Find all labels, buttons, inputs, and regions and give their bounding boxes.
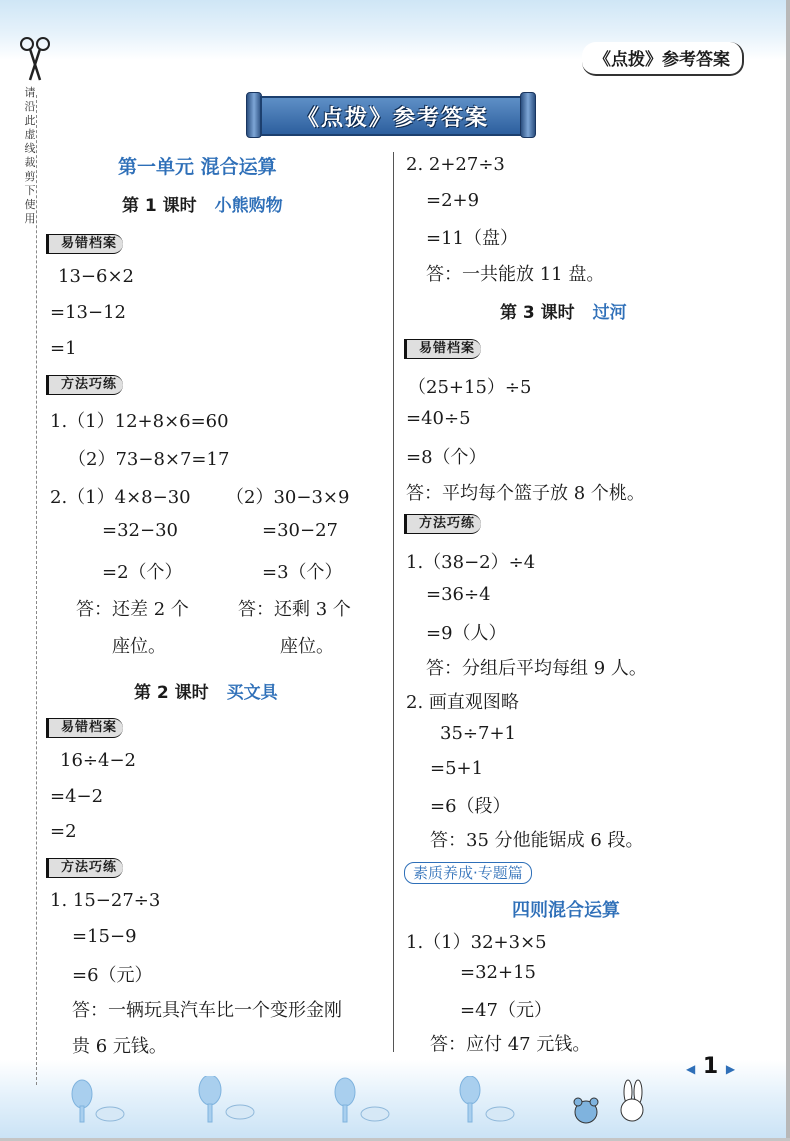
- title-banner: [246, 92, 536, 136]
- answer-line: =6（元）: [72, 965, 153, 986]
- answer-line: =6（段）: [430, 796, 511, 817]
- answer-line: 2. 画直观图略: [406, 692, 519, 713]
- answer-line: =30−27: [262, 520, 338, 541]
- answer-line: 35÷7+1: [440, 723, 516, 744]
- answer-line: 1.（1）12+8×6=60: [50, 411, 229, 432]
- answer-line: =3（个）: [262, 562, 343, 583]
- answer-line: 答：一辆玩具汽车比一个变形金刚: [72, 1000, 342, 1021]
- arrow-left-icon: ◀: [686, 1062, 696, 1076]
- answer-line: =4−2: [50, 786, 104, 807]
- answer-line: =32+15: [460, 962, 536, 983]
- special-topic-tag: 素质养成·专题篇: [404, 862, 532, 884]
- answer-line: 座位。: [280, 636, 334, 657]
- section-error-archive: 易错档案: [46, 718, 123, 738]
- answer-line: =40÷5: [406, 408, 471, 429]
- answer-line: 1.（1）32+3×5: [406, 932, 547, 953]
- arrow-right-icon: ▶: [725, 1062, 736, 1076]
- answer-line: 16÷4−2: [60, 750, 136, 771]
- answer-line: 13−6×2: [58, 266, 134, 287]
- answer-line: =2+9: [426, 190, 480, 211]
- column-divider: [393, 152, 394, 1052]
- answer-line: =2: [50, 821, 77, 842]
- answer-line: 2. 2+27÷3: [406, 154, 505, 175]
- unit-title: 第一单元 混合运算: [118, 156, 277, 178]
- cut-instruction: 请沿此虚线裁剪下使用: [24, 86, 36, 225]
- answer-line: 答：分组后平均每组 9 人。: [426, 658, 647, 679]
- edge-shadow: [786, 0, 790, 1141]
- section-method-practice: 方法巧练: [404, 514, 481, 534]
- lesson-topic: 买文具: [226, 683, 278, 703]
- answer-line: =47（元）: [460, 1000, 552, 1021]
- answer-line: 答：一共能放 11 盘。: [426, 264, 605, 285]
- answer-line: 答：还剩 3 个: [238, 599, 351, 620]
- answer-line: =13−12: [50, 302, 126, 323]
- answer-line: =36÷4: [426, 584, 491, 605]
- answer-line: 答：35 分他能锯成 6 段。: [430, 830, 644, 851]
- tree-decoration-icon: [60, 1076, 580, 1126]
- lesson-2-heading: [134, 678, 278, 703]
- lesson-3-heading: [500, 298, 627, 323]
- answer-line: =15−9: [72, 926, 137, 947]
- page-number: [686, 1054, 735, 1079]
- answer-line: 答：平均每个篮子放 8 个桃。: [406, 483, 645, 504]
- section-error-archive: 易错档案: [404, 339, 481, 359]
- answer-line: 贵 6 元钱。: [72, 1036, 167, 1057]
- banner-title: 《点拨》参考答案: [260, 96, 526, 136]
- answer-line: =11（盘）: [426, 228, 518, 249]
- lesson-label: 第 3 课时: [500, 303, 575, 323]
- cut-line: [36, 95, 37, 1085]
- lesson-label: 第 2 课时: [134, 683, 209, 703]
- answer-line: 1. 15−27÷3: [50, 890, 161, 911]
- answer-line: 1.（38−2）÷4: [406, 552, 536, 573]
- cartoon-animals-icon: [568, 1078, 648, 1130]
- lesson-1-heading: [122, 191, 283, 216]
- answer-line: 座位。: [112, 636, 166, 657]
- answer-line: =9（人）: [426, 623, 507, 644]
- special-topic-title: 四则混合运算: [512, 900, 620, 921]
- lesson-label: 第 1 课时: [122, 196, 197, 216]
- section-method-practice: 方法巧练: [46, 858, 123, 878]
- answer-line: 答：应付 47 元钱。: [430, 1034, 591, 1055]
- header-tag: 《点拨》参考答案: [582, 42, 744, 76]
- lesson-topic: 小熊购物: [214, 196, 283, 216]
- answer-line: =1: [50, 338, 77, 359]
- section-method-practice: 方法巧练: [46, 375, 123, 395]
- page-number-value: 1: [702, 1054, 719, 1079]
- scroll-right: [520, 92, 536, 138]
- scissors-icon: [18, 36, 52, 84]
- answer-line: （25+15）÷5: [408, 377, 532, 398]
- answer-line: =8（个）: [406, 447, 487, 468]
- answer-line: =32−30: [102, 520, 178, 541]
- answer-line: 2.（1）4×8−30: [50, 487, 191, 508]
- answer-line: （2）73−8×7=17: [68, 449, 230, 470]
- answer-line: 答：还差 2 个: [76, 599, 189, 620]
- answer-line: =5+1: [430, 758, 484, 779]
- answer-line: =2（个）: [102, 562, 183, 583]
- lesson-topic: 过河: [592, 303, 627, 323]
- section-error-archive: 易错档案: [46, 234, 123, 254]
- answer-line: （2）30−3×9: [226, 487, 350, 508]
